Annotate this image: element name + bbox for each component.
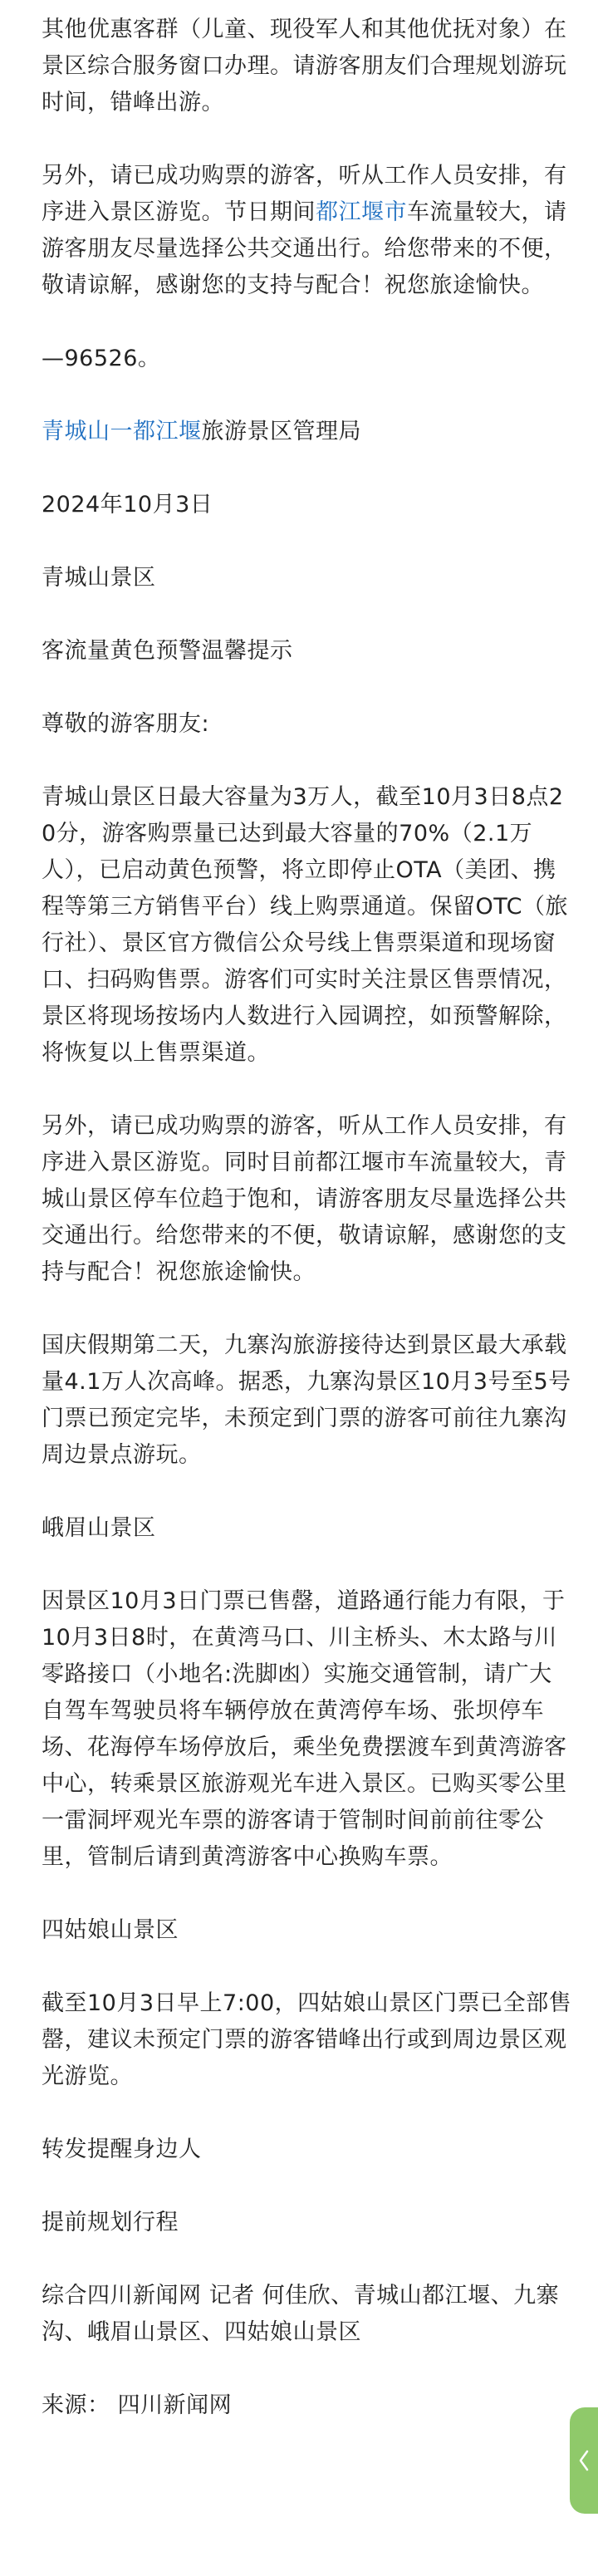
paragraph-jiuzhaigou: 国庆假期第二天，九寨沟旅游接待达到景区最大承载量4.1万人次高峰。据悉，九寨沟景区10月3号至5号门票已预定完毕，未预定到门票的游客可前往九寨沟周边景点游玩。 bbox=[42, 1332, 571, 1468]
paragraph-forward-reminder: 转发提醒身边人 bbox=[42, 2137, 202, 2162]
paragraph-text: 另外，请已成功购票的游客，听从工作人员安排，有序进入景区游览。节日期间 bbox=[42, 163, 567, 225]
paragraph-hotline: —96526。 bbox=[42, 346, 161, 371]
paragraph-discount-groups: 其他优惠客群（儿童、现役军人和其他优抚对象）在景区综合服务窗口办理。请游客朋友们合理规划游玩时间，错峰出游。 bbox=[42, 17, 567, 115]
paragraph-text: 旅游景区管理局 bbox=[201, 419, 361, 444]
article-body bbox=[42, 12, 573, 2424]
paragraph-source: 来源： 四川新闻网 bbox=[42, 2392, 233, 2418]
chevron-left-icon bbox=[577, 2449, 591, 2472]
link-qingchengshan-dujiangyan[interactable]: 青城山一都江堰 bbox=[42, 419, 202, 444]
paragraph-traffic-control: 因景区10月3日门票已售罄，道路通行能力有限，于10月3日8时，在黄湾马口、川主桥头、木太路与川零路接口（小地名:洗脚凼）实施交通管制，请广大自驾车驾驶员将车辆停放在黄湾停车场、张坝停车场、花海停车场停放后，乘坐免费摆渡车到黄湾游客中心，转乘景区旅游观光车进入景区。已购买零公里一雷洞坪观光车票的游客请于管制时间前前往零公里，管制后请到黄湾游客中心换购车票。 bbox=[42, 1588, 567, 1870]
side-collapse-tab[interactable] bbox=[570, 2407, 598, 2514]
paragraph-orderly-entry bbox=[42, 158, 573, 304]
section-heading-siguniangshan: 四姑娘山景区 bbox=[42, 1917, 179, 1943]
paragraph-capacity-warning: 青城山景区日最大容量为3万人，截至10月3日8点20分，游客购票量已达到最大容量的70%（2.1万人），已启动黄色预警，将立即停止OTA（美团、携程等第三方销售平台）线上购票通道。保留OTC（旅行社）、景区官方微信公众号线上售票渠道和现场窗口、扫码购售票。游客们可实时关注景区售票情况，景区将现场按场内人数进行入园调控，如预警解除，将恢复以上售票渠道。 bbox=[42, 784, 569, 1066]
paragraph-parking: 另外，请已成功购票的游客，听从工作人员安排，有序进入景区游览。同时目前都江堰市车流量较大，青城山景区停车位趋于饱和，请游客朋友尽量选择公共交通出行。给您带来的不便，敬请谅解，感谢您的支持与配合！祝您旅途愉快。 bbox=[42, 1113, 567, 1285]
paragraph-issuer bbox=[42, 414, 573, 450]
link-dujiangyan-city[interactable]: 都江堰市 bbox=[316, 199, 407, 225]
paragraph-plan-ahead: 提前规划行程 bbox=[42, 2210, 179, 2235]
paragraph-sold-out: 截至10月3日早上7:00，四姑娘山景区门票已全部售罄，建议未预定门票的游客错峰出行或到周边景区观光游览。 bbox=[42, 1990, 572, 2089]
section-heading-emeishan: 峨眉山景区 bbox=[42, 1515, 156, 1541]
section-heading-qingchengshan: 青城山景区 bbox=[42, 565, 156, 591]
paragraph-credits: 综合四川新闻网 记者 何佳欣、青城山都江堰、九寨沟、峨眉山景区、四姑娘山景区 bbox=[42, 2283, 560, 2345]
salutation: 尊敬的游客朋友: bbox=[42, 711, 210, 737]
notice-title: 客流量黄色预警温馨提示 bbox=[42, 638, 293, 664]
paragraph-date: 2024年10月3日 bbox=[42, 492, 213, 518]
paragraph-text: 车流量较大，请游客朋友尽量选择公共交通出行。给您带来的不便，敬请谅解，感谢您的支持与配合！祝您旅途愉快。 bbox=[42, 199, 567, 298]
